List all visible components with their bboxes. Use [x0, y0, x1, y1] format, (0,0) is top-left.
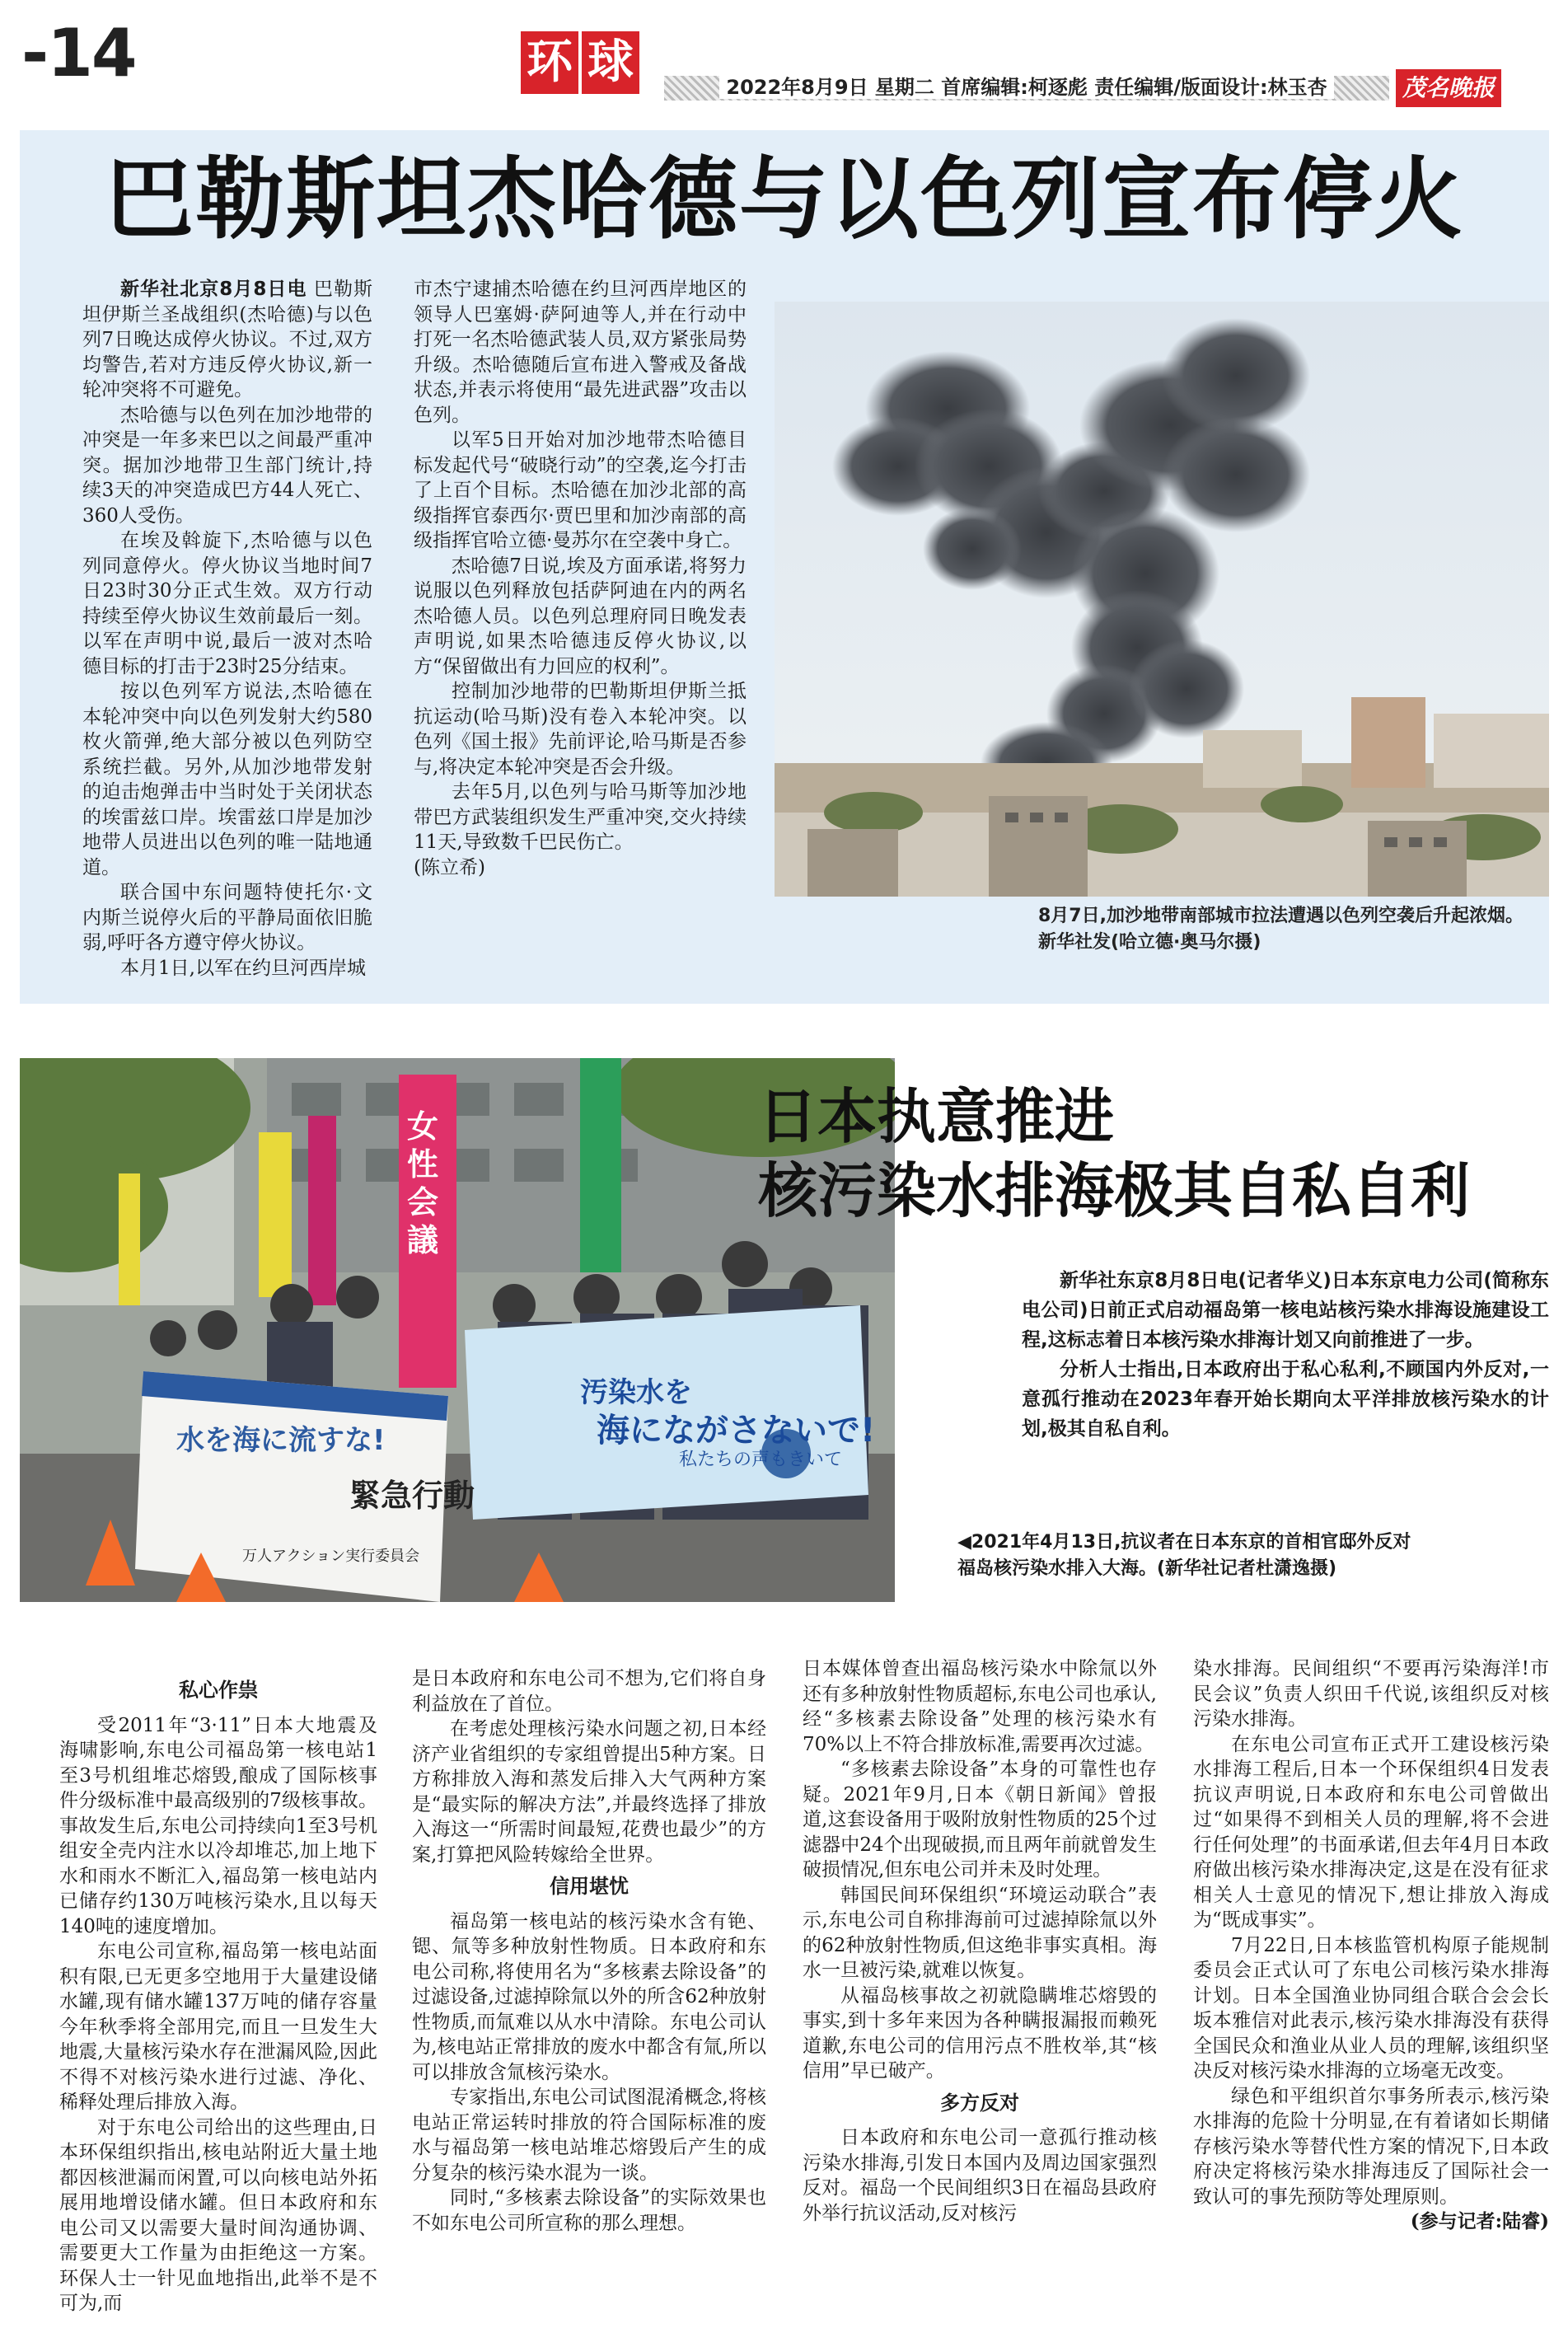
article2-column-2: [412, 1666, 766, 2236]
paragraph-text: 染水排海。民间组织“不要再污染海洋!市民会议”负责人织田千代说,该组织反对核污染水排海。: [1193, 1658, 1549, 1730]
section-char-2: 球: [582, 31, 639, 94]
paragraph: [82, 403, 372, 529]
paragraph: [412, 1909, 766, 2086]
article1-photo: [775, 302, 1549, 897]
paragraph: [414, 554, 747, 680]
paragraph: [414, 428, 747, 554]
article2-title: [758, 1080, 1549, 1228]
banner-text-5: 緊急行動: [349, 1478, 475, 1514]
banner-text-3: 私たちの声もきいて: [679, 1450, 843, 1470]
section-label: [521, 31, 639, 99]
paragraph-text: 杰哈德7日说,埃及方面承诺,将努力说服以色列释放包括萨阿迪在内的两名杰哈德人员。以色列总理府同日晚发表声明说,如果杰哈德违反停火协议,以方“保留做出有力回应的权利”。: [414, 555, 747, 677]
paragraph-text: 在考虑处理核污染水问题之初,日本经济产业省组织的专家组曾提出5种方案。日方称排放入海和蒸发后排入大气两种方案是“最实际的解决方法”,并最终选择了排放入海这一“所需时间最短,花费也最少”的方案,打算把风险转嫁给全世界。: [412, 1718, 766, 1866]
banner-text-1: 汚染水を: [580, 1376, 692, 1409]
paragraph-text: 在埃及斡旋下,杰哈德与以色列同意停火。停火协议当地时间7日23时30分正式生效。双方行动持续至停火协议生效前最后一刻。以军在声明中说,最后一波对杰哈德目标的打击于23时25分结束。: [82, 530, 372, 677]
paragraph: [803, 1984, 1157, 2084]
paragraph-text: 日本政府和东电公司一意孤行推动核污染水排海,引发日本国内及周边国家强烈反对。福岛一个民间组织3日在福岛县政府外举行抗议活动,反对核污: [803, 2127, 1157, 2224]
paragraph: [414, 679, 747, 780]
article1-title: 巴勒斯坦杰哈德与以色列宣布停火: [104, 148, 1464, 251]
subheading: 私心作祟: [179, 1679, 258, 1702]
paragraph-text: 巴勒斯坦伊斯兰圣战组织(杰哈德)与以色列7日晚达成停火协议。不过,双方均警告,若对方违反停火协议,新一轮冲突将不可避免。: [82, 279, 373, 400]
paragraph: [803, 1656, 1157, 1757]
paragraph: [803, 1883, 1157, 1984]
paragraph: [1193, 2084, 1549, 2210]
article2-photo-caption: ◀2021年4月13日,抗议者在日本东京的首相官邸外反对福岛核污染水排入大海。(新华社记者杜潇逸摄): [957, 1532, 1411, 1579]
banner-text-7: 万人アクション実行委員会: [242, 1548, 420, 1565]
paragraph-text: (陈立希): [414, 856, 485, 878]
article2-column-4: [1193, 1656, 1549, 2235]
paragraph-text: 对于东电公司给出的这些理由,日本环保组织指出,核电站附近大量土地都因核泄漏而闲置,可以向核电站外拓展用地增设储水罐。但日本政府和东电公司又以需要大量时间沟通协调、需要更大工作量为由拒绝这一方案。环保人士一针见血地指出,此举不是不可为,而: [59, 2116, 377, 2314]
banner-text-2: 海にながさないで!: [597, 1412, 876, 1450]
gaza-smoke-photo: [775, 302, 1549, 897]
article2-lead-paragraph-1: 新华社东京8月8日电(记者华义)日本东京电力公司(简称东电公司)日前正式启动福岛第一核电站核污染水排海设施建设工程,这标志着日本核污染水排海计划又向前推进了一步。: [1022, 1270, 1549, 1351]
paragraph-text: 福岛第一核电站的核污染水含有铯、锶、氚等多种放射性物质。日本政府和东电公司称,将使用名为“多核素去除设备”的过滤设备,过滤掉除氚以外的所含62种放射性物质,而氚难以从水中清除。东电公司认为,核电站正常排放的废水中都含有氚,所以可以排放含氚核污染水。: [412, 1910, 766, 2083]
paragraph-text: 市杰宁逮捕杰哈德在约旦河西岸地区的领导人巴塞姆·萨阿迪等人,并在行动中打死一名杰哈德武装人员,双方紧张局势升级。杰哈德随后宣布进入警戒及备战状态,并表示将使用“最先进武器”攻击以色列。: [414, 279, 747, 426]
article2-title-line-2: 核污染水排海极其自私自利: [758, 1156, 1471, 1225]
article1-column-1: [82, 277, 372, 981]
paragraph-text: 按以色列军方说法,杰哈德在本轮冲突中向以色列发射大约580枚火箭弹,绝大部分被以色列防空系统拦截。另外,从加沙地带发射的迫击炮弹击中当时处于关闭状态的埃雷兹口岸。埃雷兹口岸是加沙地带人员进出以色列的唯一陆地通道。: [82, 681, 372, 878]
header-info: [664, 74, 1389, 101]
article2-lead-paragraph-2: 分析人士指出,日本政府出于私心私利,不顾国内外反对,一意孤行推动在2023年春开始长期向太平洋排放核污染水的计划,极其自私自利。: [1022, 1359, 1549, 1440]
paragraph-text: (参与记者:陆睿): [1410, 2210, 1549, 2232]
paragraph: [412, 2085, 766, 2185]
header-info-text: 2022年8月9日 星期二 首席编辑:柯逐彪 责任编辑/版面设计:林玉杏: [719, 76, 1333, 99]
newspaper-logo: 茂名晚报: [1396, 69, 1501, 107]
dateline: 新华社北京8月8日电: [120, 279, 307, 300]
paragraph-text: 日本媒体曾查出福岛核污染水中除氚以外还有多种放射性物质超标,东电公司也承认,经“多核素去除设备”处理的核污染水有70%以上不符合排放标准,需要再次过滤。: [803, 1658, 1157, 1755]
paragraph-text: 是日本政府和东电公司不想为,它们将自身利益放在了首位。: [412, 1668, 766, 1715]
banner-text-6: 女性会議: [407, 1108, 439, 1258]
paragraph-text: 去年5月,以色列与哈马斯等加沙地带巴方武装组织发生严重冲突,交火持续11天,导致数千巴民伤亡。: [414, 781, 747, 853]
subheading: 信用堪忧: [550, 1875, 629, 1898]
paragraph-text: 韩国民间环保组织“环境运动联合”表示,东电公司自称排海前可过滤掉除氚以外的62种放射性物质,但这绝非事实真相。海水一旦被污染,就难以恢复。: [803, 1884, 1157, 1981]
paragraph: [414, 780, 747, 855]
paragraph: [412, 2185, 766, 2236]
paragraph-text: 联合国中东问题特使托尔·文内斯兰说停火后的平静局面依旧脆弱,呼吁各方遵守停火协议。: [82, 882, 372, 953]
page-number: -14: [21, 15, 136, 91]
paragraph-text: 控制加沙地带的巴勒斯坦伊斯兰抵抗运动(哈马斯)没有卷入本轮冲突。以色列《国土报》先前评论,哈马斯是否参与,将决定本轮冲突是否会升级。: [414, 681, 747, 778]
article2-lead: [1022, 1266, 1549, 1444]
paragraph-text: 在东电公司宣布正式开工建设核污染水排海工程后,日本一个环保组织4日发表抗议声明说,日本政府和东电公司曾做出过“如果得不到相关人员的理解,将不会进行任何处理”的书面承诺,但去年4月日本政府做出核污染水排海决定,这是在没有征求相关人士意见的情况下,想让排放入海成为“既成事实”。: [1193, 1733, 1549, 1931]
article2-column-1: [59, 1671, 377, 2316]
article1-photo-caption: 8月7日,加沙地带南部城市拉法遭遇以色列空袭后升起浓烟。新华社发(哈立德·奥马尔摄): [1038, 906, 1524, 953]
paragraph: [82, 528, 372, 679]
paragraph: [1193, 1732, 1549, 1933]
subheading: 多方反对: [940, 2091, 1019, 2115]
banner-text-4: 水を海に流すな!: [176, 1424, 386, 1457]
article2-column-3: [803, 1656, 1157, 2226]
paragraph: [82, 277, 372, 403]
paragraph: [1193, 2209, 1549, 2235]
article2-title-line-1: 日本执意推进: [758, 1082, 1115, 1151]
paragraph-text: “多核素去除设备”本身的可靠性也存疑。2021年9月,日本《朝日新闻》曾报道,这套设备用于吸附放射性物质的25个过滤器中24个出现破损,而且两年前就曾发生破损情况,但东电公司并未及时处理。: [803, 1759, 1157, 1881]
paragraph: [1193, 1933, 1549, 2084]
paragraph: [1193, 1656, 1549, 1732]
paragraph: [59, 1939, 377, 2115]
paragraph-text: 绿色和平组织首尔事务所表示,核污染水排海的危险十分明显,在有着诸如长期储存核污染水等替代性方案的情况下,日本政府决定将核污染水排海违反了国际社会一致认可的事先预防等处理原则。: [1193, 2085, 1549, 2208]
paragraph: [82, 956, 372, 981]
paragraph-text: 以军5日开始对加沙地带杰哈德目标发起代号“破晓行动”的空袭,迄今打击了上百个目标。杰哈德在加沙北部的高级指挥官泰西尔·贾巴里和加沙南部的高级指挥官哈立德·曼苏尔在空袭中身亡。: [414, 429, 747, 551]
paragraph-text: 受2011年“3·11”日本大地震及海啸影响,东电公司福岛第一核电站1至3号机组堆芯熔毁,酿成了国际核事件分级标准中最高级别的7级核事故。事故发生后,东电公司持续向1至3号机组安全壳内注水以冷却堆芯,加上地下水和雨水不断汇入,福岛第一核电站内已储存约130万吨核污染水,且以每天140吨的速度增加。: [59, 1714, 377, 1937]
paragraph: [412, 1666, 766, 1717]
paragraph-text: 杰哈德与以色列在加沙地带的冲突是一年多来巴以之间最严重冲突。据加沙地带卫生部门统计,持续3天的冲突造成巴方44人死亡、360人受伤。: [82, 404, 372, 527]
paragraph: [414, 855, 747, 881]
article1-column-2: [414, 277, 747, 880]
paragraph: [59, 1713, 377, 1940]
paragraph: [59, 2115, 377, 2316]
paragraph: [803, 1757, 1157, 1883]
paragraph: [414, 277, 747, 428]
paragraph-text: 从福岛核事故之初就隐瞒堆芯熔毁的事实,到十多年来因为各种瞒报漏报而赖死道歉,东电公司的信用污点不胜枚举,其“核信用”早已破产。: [803, 1984, 1157, 2082]
paragraph: [412, 1717, 766, 1867]
paragraph: [82, 679, 372, 880]
section-char-1: 环: [521, 31, 578, 94]
paragraph-text: 专家指出,东电公司试图混淆概念,将核电站正常运转时排放的符合国际标准的废水与福岛第一核电站堆芯熔毁后产生的成分复杂的核污染水混为一谈。: [412, 2087, 766, 2184]
paragraph: [82, 880, 372, 956]
paragraph-text: 东电公司宣称,福岛第一核电站面积有限,已无更多空地用于大量建设储水罐,现有储水罐137万吨的储存容量今年秋季将全部用完,而且一旦发生大地震,大量核污染水存在泄漏风险,因此不得不对核污染水进行过滤、净化、稀释处理后排放入海。: [59, 1941, 377, 2113]
paragraph-text: 7月22日,日本核监管机构原子能规制委员会正式认可了东电公司核污染水排海计划。日本全国渔业协同组合联合会会长坂本雅信对此表示,核污染水排海没有获得全国民众和渔业从业人员的理解,该组织坚决反对核污染水排海的立场毫无改变。: [1193, 1934, 1549, 2082]
paragraph-text: 同时,“多核素去除设备”的实际效果也不如东电公司所宣称的那么理想。: [412, 2187, 766, 2234]
paragraph: [803, 2125, 1157, 2226]
paragraph-text: 本月1日,以军在约旦河西岸城: [120, 957, 366, 979]
